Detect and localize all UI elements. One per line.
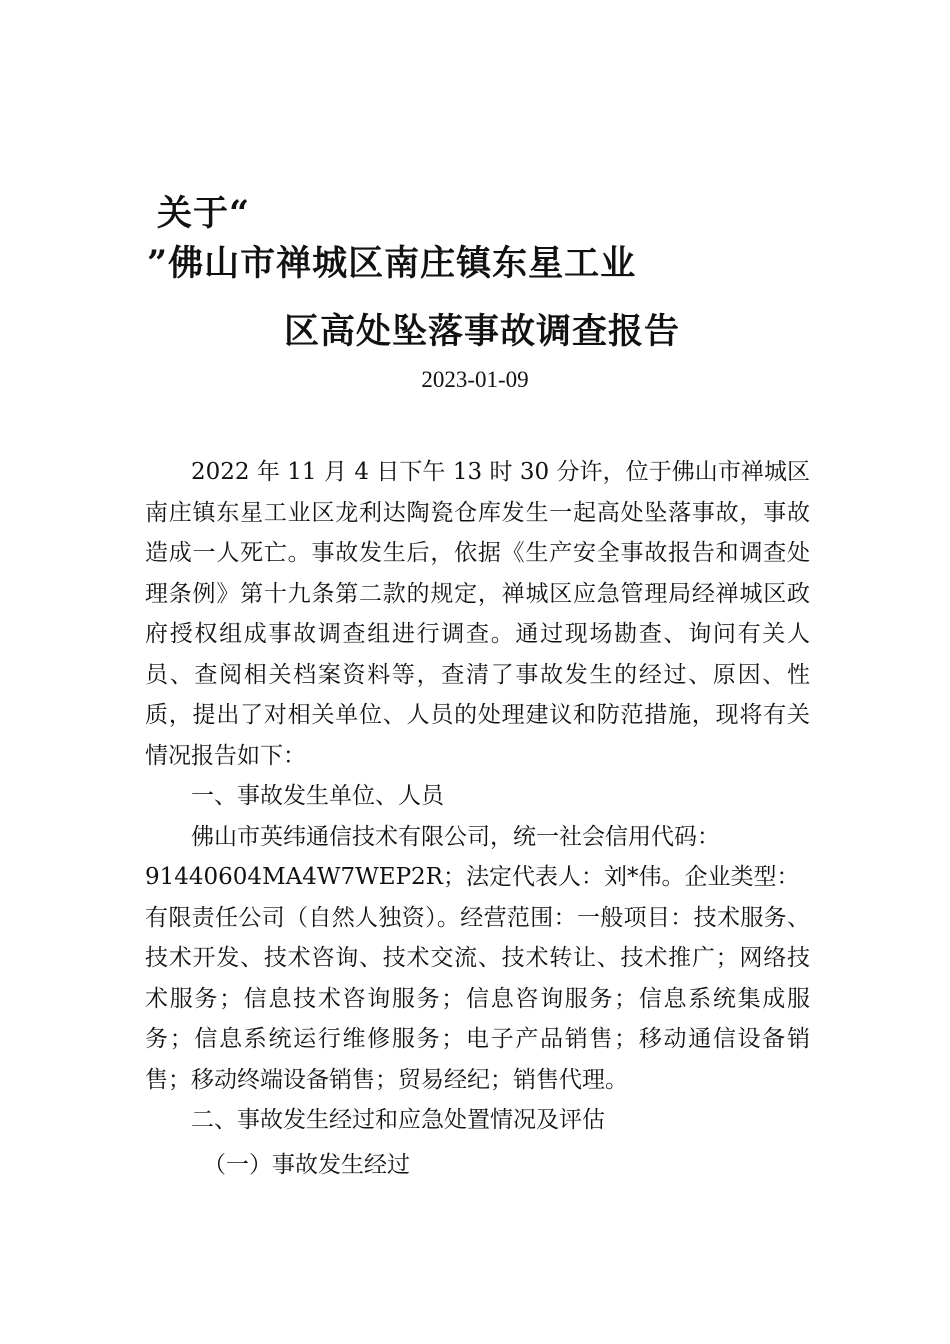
intro-paragraph: 2022 年 11 月 4 日下午 13 时 30 分许，位于佛山市禅城区南庄镇东星工业区龙利达陶瓷仓库发生一起高处坠落事故，事故造成一人死亡。事故发生后，依据《生产安全事故报告和调查处理条例》第十九条第二款的规定，禅城区应急管理局经禅城区政府授权组成事故调查组进行调查。通过现场勘查、询问有关人员、查阅相关档案资料等，查清了事故发生的经过、原因、性质，提出了对相关单位、人员的处理建议和防范措施，现将有关情况报告如下： (145, 459, 810, 769)
subsection-1-heading: （一）事故发生经过 (203, 1151, 410, 1178)
credit-code-line: 91440604MA4W7WEP2R；法定代表人：刘*伟。企业类型： (145, 864, 800, 890)
report-body (145, 452, 810, 1185)
section-2-heading: 二、事故发生经过和应急处置情况及评估 (191, 1107, 605, 1133)
business-scope-paragraph: 有限责任公司（自然人独资）。经营范围：一般项目：技术服务、技术开发、技术咨询、技术交流、技术转让、技术推广；网络技术服务；信息技术咨询服务；信息咨询服务；信息系统集成服务；信息系统运行维修服务；电子产品销售；移动通信设备销售；移动终端设备销售；贸易经纪；销售代理。 (145, 904, 810, 1093)
title-line-3: 区高处坠落事故调查报告 (284, 311, 681, 352)
title-line-2: ”佛山市禅城区南庄镇东星工业 (147, 243, 637, 284)
title-line-1: 关于“ (157, 193, 251, 234)
company-paragraph: 佛山市英纬通信技术有限公司，统一社会信用代码： (191, 823, 720, 850)
report-date: 2023-01-09 (421, 367, 529, 392)
section-1-heading: 一、事故发生单位、人员 (191, 783, 444, 809)
